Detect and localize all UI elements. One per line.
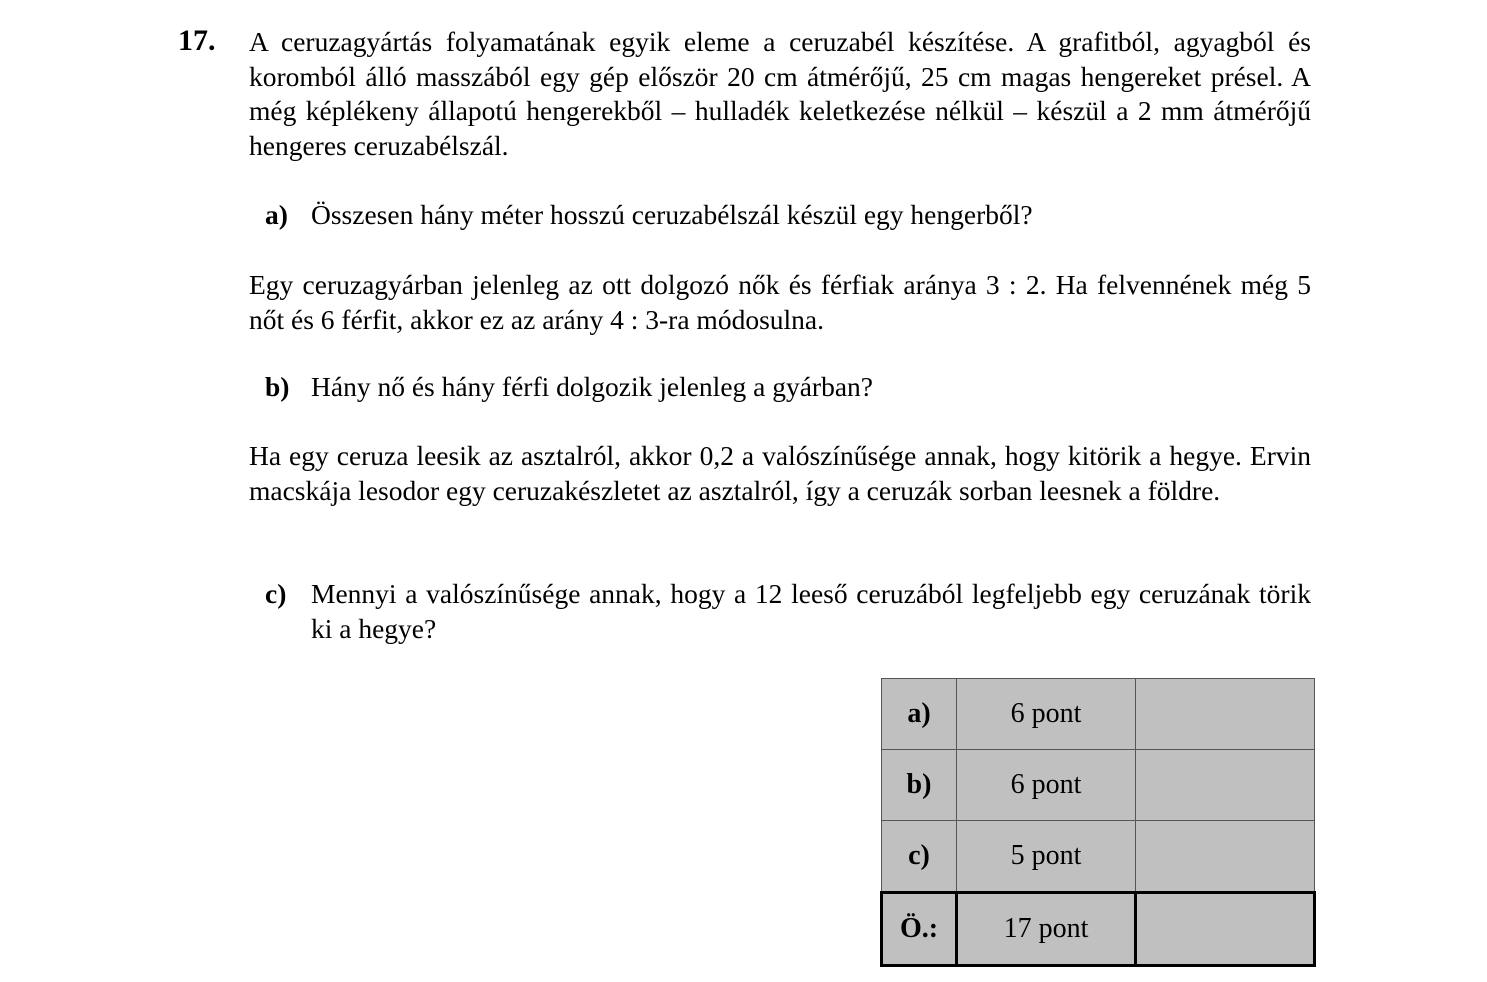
score-max-points: 5 pont	[957, 821, 1136, 893]
problem-number: 17.	[178, 24, 216, 57]
question-c-label: c)	[265, 578, 287, 609]
problem-intro: A ceruzagyártás folyamatának egyik eleme a ceruzabél készítése. A grafitból, agyagból és koromból álló masszából egy gép először 20 cm átmérőjű, 25 cm magas hengereket présel. A még képlékeny állapotú hengerekből – hulladék keletkezése nélkül – készül a 2 mm átmérőjű hengeres ceruzabélszál.	[249, 26, 1311, 161]
context-b: Egy ceruzagyárban jelenleg az ott dolgozó nők és férfiak aránya 3 : 2. Ha felvennének még 5 nőt és 6 férfit, akkor ez az arány 4 : 3-ra módosulna.	[249, 269, 1311, 335]
score-row-b	[882, 750, 1315, 821]
question-a	[265, 198, 1311, 233]
question-b-text: Hány nő és hány férfi dolgozik jelenleg a gyárban?	[311, 371, 874, 402]
score-total-label: Ö.:	[882, 893, 957, 966]
score-max-points: 6 pont	[957, 750, 1136, 821]
score-part-label: a)	[882, 679, 957, 750]
score-achieved-cell	[1136, 750, 1315, 821]
score-part-label: c)	[882, 821, 957, 893]
question-b-label: b)	[265, 371, 290, 402]
score-row-a	[882, 679, 1315, 750]
score-achieved-cell	[1136, 679, 1315, 750]
score-table	[880, 678, 1316, 967]
context-c: Ha egy ceruza leesik az asztalról, akkor 0,2 a valószínűsége annak, hogy kitörik a hegye. Ervin macskája lesodor egy ceruzakészletet az asztalról, így a ceruzák sorban leesnek a földre.	[249, 440, 1311, 506]
question-a-label: a)	[265, 199, 288, 230]
score-part-label: b)	[882, 750, 957, 821]
question-c	[265, 577, 1311, 646]
score-row-total	[882, 893, 1315, 966]
score-total-points: 17 pont	[957, 893, 1136, 966]
score-max-points: 6 pont	[957, 679, 1136, 750]
score-row-c	[882, 821, 1315, 893]
question-b	[265, 370, 1311, 405]
score-total-achieved-cell	[1136, 893, 1315, 966]
score-achieved-cell	[1136, 821, 1315, 893]
question-a-text: Összesen hány méter hosszú ceruzabélszál készül egy hengerből?	[311, 199, 1033, 230]
question-c-text: Mennyi a valószínűsége annak, hogy a 12 leeső ceruzából legfeljebb egy ceruzának törik ki a hegye?	[311, 578, 1311, 644]
